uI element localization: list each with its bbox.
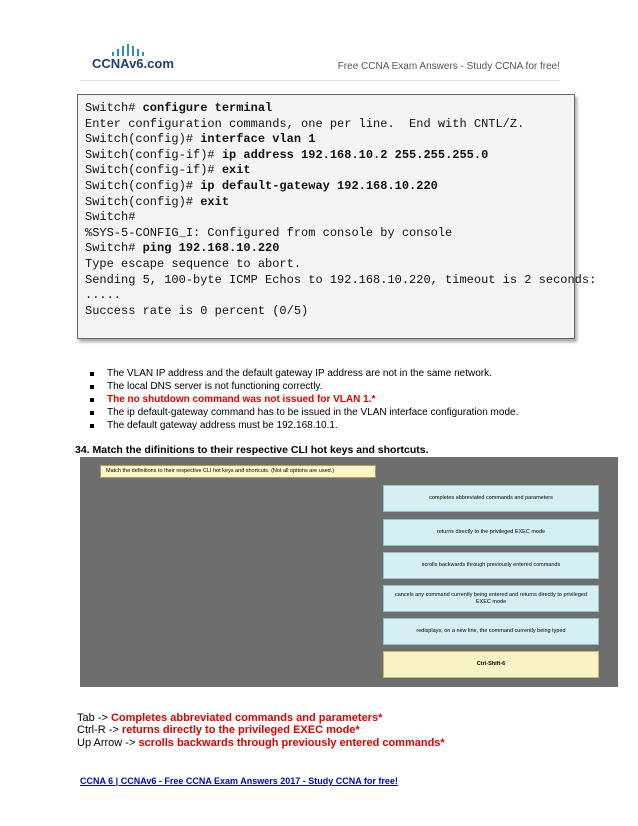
answer-key [77,712,445,749]
header-divider [80,80,560,81]
terminal-line: ..... [85,288,122,303]
option-item: The VLAN IP address and the default gateway IP address are not in the same network. [90,368,518,381]
option-item: The default gateway address must be 192.168.10.1. [90,420,518,433]
matching-exercise [80,457,618,687]
bullet-icon [90,411,94,415]
terminal-line: %SYS-5-CONFIG_I: Configured from console by console [85,225,453,240]
answer-tile[interactable]: Ctrl-Shift-6 [383,651,599,678]
terminal-line: Switch(config)# exit [85,194,230,209]
match-target[interactable]: returns directly to the privileged EXEC mode [383,519,599,546]
match-target[interactable]: scrolls backwards through previously entered commands [383,552,599,579]
bullet-icon [90,398,94,402]
match-target[interactable]: cancels any command currently being entered and returns directly to privileged EXEC mode [383,585,599,612]
terminal-output [77,94,597,339]
match-target[interactable]: completes abbreviated commands and parameters [383,485,599,512]
signal-bars-icon [112,44,152,56]
bullet-icon [90,385,94,389]
header-tagline: Free CCNA Exam Answers - Study CCNA for free! [337,61,560,72]
option-item: The ip default-gateway command has to be issued in the VLAN interface configuration mode. [90,407,518,420]
bullet-icon [90,372,94,376]
terminal-line: Type escape sequence to abort. [85,256,302,271]
terminal-line: Switch(config-if)# exit [85,163,251,178]
terminal-line: Switch# ping 192.168.10.220 [85,241,280,256]
terminal-line: Switch(config)# interface vlan 1 [85,132,316,147]
terminal-line: Switch# [85,210,136,225]
ccnav6-logo[interactable] [92,38,182,78]
terminal-line: Switch(config)# ip default-gateway 192.168.10.220 [85,178,438,193]
terminal-line: Switch(config-if)# ip address 192.168.10.2 255.255.255.0 [85,147,489,162]
terminal-line: Enter configuration commands, one per line. End with CNTL/Z. [85,116,525,131]
terminal-line: Switch# configure terminal [85,101,273,115]
option-item: The local DNS server is not functioning correctly. [90,381,518,394]
match-instruction: Match the definitions to their respective CLI hot keys and shortcuts. (Not all options are used.) [100,465,376,478]
terminal-line: Sending 5, 100-byte ICMP Echos to 192.168.10.220, timeout is 2 seconds: [85,272,597,287]
option-item-correct: The no shutdown command was not issued for VLAN 1.* [90,394,518,407]
question-34-title: 34. Match the difinitions to their respective CLI hot keys and shortcuts. [75,444,429,456]
answer-line: Ctrl-R -> returns directly to the privileged EXEC mode* [77,724,360,737]
page-header [80,38,560,82]
answer-line: Tab -> Completes abbreviated commands and parameters* [77,712,383,724]
terminal-line: Success rate is 0 percent (0/5) [85,303,309,318]
answer-options [90,368,518,433]
answer-line: Up Arrow -> scrolls backwards through previously entered commands* [77,736,445,749]
match-target[interactable]: redisplays, on a new line, the command currently being typed [383,618,599,645]
footer-link[interactable]: CCNA 6 | CCNAv6 - Free CCNA Exam Answers 2017 - Study CCNA for free! [80,776,398,786]
logo-text: CCNAv6.com [92,56,174,71]
bullet-icon [90,424,94,428]
